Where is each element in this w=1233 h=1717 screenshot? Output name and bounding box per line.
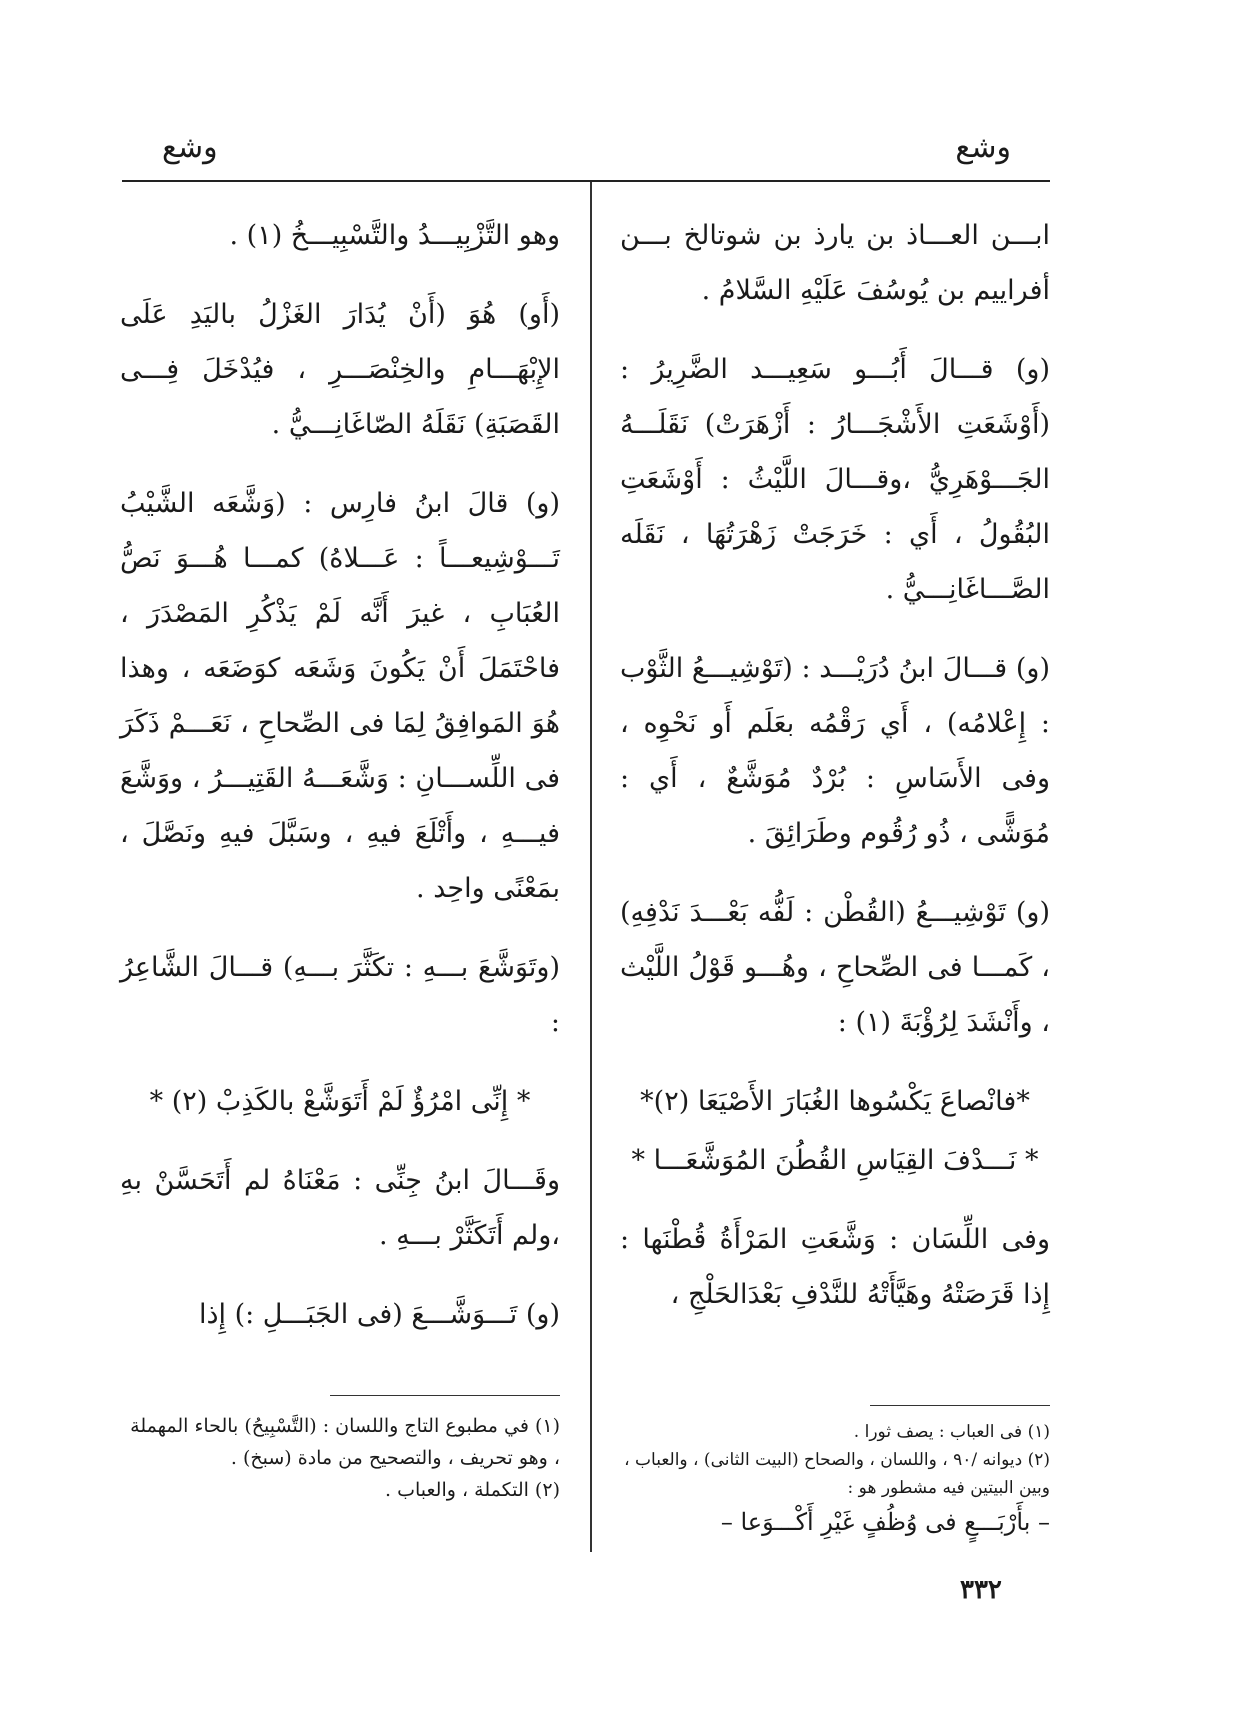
right-paragraph-3: (و) قـــالَ ابنُ دُرَيْـــد : (تَوْشِيـــعُ الثَّوْب : إِعْلامُه) ، أَي رَقْمُه بعَلَم أَو نَحْوِه ، وفى الأَسَاسِ : بُرْدٌ مُوَشَّعٌ ، أَي : مُوَشًّى ، ذُو رُقُوم وطَرَائِقَ .	[620, 653, 1050, 849]
right-verse-1: *فانْصاعَ يَكْسُوها الغُبَارَ الأَصْيَعَا (٢)*	[640, 1086, 1030, 1117]
right-paragraph-1: ابـــن العـــاذ بن يارذ بن شوتالخ بـــن أفراييم بن يُوسُفَ عَلَيْهِ السَّلامُ .	[620, 220, 1050, 306]
right-column	[620, 208, 1050, 1346]
left-paragraph-2: (أَو) هُوَ (أَنْ يُدَارَ الغَزْلُ باليَدِ عَلَى الإِبْهَـــامِ والخِنْصَـــرِ ، فيُدْخَلَ فِـــى القَصَبَةِ) نَقَلَهُ الصّاغَانِـــيُّ .	[120, 299, 560, 440]
right-paragraph-4: (و) تَوْشِيـــعُ (القُطْن : لَفُّه بَعْـــدَ نَدْفِهِ) ، كَمـــا فى الصِّحاحِ ، وهُـــو قَوْلُ اللَّيْث ، وأَنْشَدَ لِرُؤْبَةَ (١) :	[620, 897, 1050, 1038]
footnote-rule-left	[330, 1395, 560, 1396]
left-paragraph-4: (وتَوَشَّعَ بـــهِ : تكَثَّرَ بـــهِ) قـــالَ الشَّاعِرُ :	[120, 952, 560, 1038]
footnotes-left	[120, 1410, 560, 1506]
header-word-left: وشع	[162, 130, 218, 165]
right-paragraph-5: وفى اللِّسَان : وَشَّعَتِ المَرْأَةُ قُطْنَها : إِذا قَرَصَتْهُ وهَيَّأَتْهُ للنَّدْفِ بَعْدَالحَلْجِ ،	[620, 1224, 1050, 1310]
footnote-right-1: (١) فى العباب : يصف ثورا .	[853, 1422, 1050, 1442]
right-verse-2: * نَـــدْفَ القِيَاسِ القُطُنَ المُوَشَّعَـــا *	[631, 1145, 1039, 1176]
left-paragraph-1: وهو التَّزْبِيـــدُ والتَّسْبِيـــخُ (١) .	[229, 220, 560, 251]
left-verse-1: * إِنِّى امْرُؤٌ لَمْ أَتَوَشَّعْ بالكَذِبْ (٢) *	[149, 1086, 531, 1117]
left-paragraph-6: (و) تَـــوَشَّـــعَ (فى الجَبَـــلِ :) إِذا	[198, 1299, 560, 1330]
footnote-rule-right	[870, 1405, 1050, 1406]
footnotes-right	[620, 1418, 1050, 1542]
header-rule	[122, 180, 1050, 182]
page-number: ٣٣٢	[960, 1575, 1002, 1605]
left-column	[120, 208, 560, 1366]
column-divider	[590, 182, 592, 1552]
footnote-right-2: (٢) ديوانه /٩٠ ، واللسان ، والصحاح (البيت الثانى) ، والعباب ، وبين البيتين فيه مشطور هو :	[624, 1450, 1050, 1498]
left-paragraph-5: وقَـــالَ ابنُ جِنِّى : مَعْنَاهُ لم أَتَحَسَّنْ بهِ ،ولم أَتَكَثَّرْ بـــهِ .	[120, 1165, 560, 1251]
right-paragraph-2: (و) قـــالَ أَبُـــو سَعِيـــد الضَّرِيرُ : (أَوْشَعَتِ الأَشْجَـــارُ : أَزْهَرَتْ) نَقَلَـــهُ الجَـــوْهَرِيُّ ،وقـــالَ اللَّيْثُ : أَوْشَعَتِ البُقُولُ ، أَي : خَرَجَتْ زَهْرَتُهَا ، نَقَلَه الصَّـــاغَانِـــيُّ .	[620, 354, 1050, 605]
left-paragraph-3: (و) قالَ ابنُ فارِس : (وَشَّعَه الشَّيْبُ تَـــوْشِيعـــاً : عَـــلاهُ) كمـــا هُـــوَ نَصُّ العُبَابِ ، غيرَ أَنَّه لَمْ يَذْكُرِ المَصْدَرَ ، فاحْتَمَلَ أَنْ يَكُونَ وَشَعَه كوَضَعَه ، وهذا هُوَ المَوافِقُ لِمَا فى الصِّحاحِ ، نَعَـــمْ ذَكَرَ فى اللِّســـانِ : وَشَّعَـــهُ القَتِيـــرُ ، ووَشَّعَ فيـــهِ ، وأَتْلَعَ فيهِ ، وسَبَّلَ فيهِ ونَصَّلَ ، بمَعْنًى واحِد .	[120, 488, 560, 904]
footnote-left-2: (٢) التكملة ، والعباب .	[385, 1479, 560, 1501]
footnote-right-verse: – بأَرْبَـــعٍ فى وُظُفٍ غَيْرِ أَكْـــوَعا –	[720, 1508, 1050, 1536]
footnote-left-1: (١) في مطبوع التاج واللسان : (التَّسْبِيحُ) بالحاء المهملة ، وهو تحريف ، والتصحيح من مادة (سبخ) .	[130, 1415, 560, 1469]
header-word-right: وشع	[955, 130, 1011, 165]
